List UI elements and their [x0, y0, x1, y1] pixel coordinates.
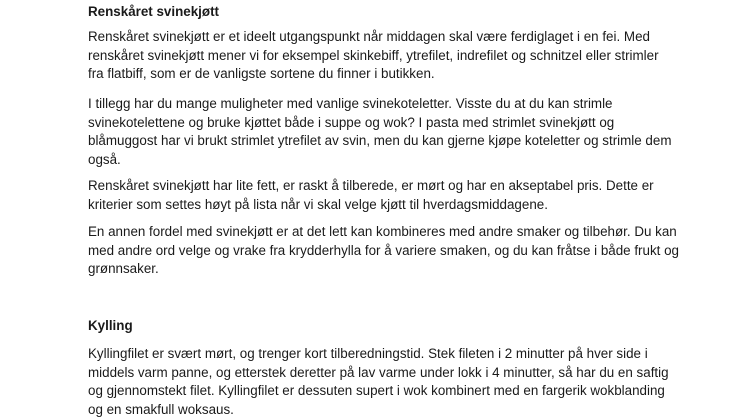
paragraph-kombinasjoner	[88, 223, 679, 279]
paragraph-line: Kyllingfilet er svært mørt, og trenger kort tilberedningstid. Stek fileten i 2 minutter på hver side i	[88, 346, 648, 361]
paragraph-line: og gjennomstekt filet. Kyllingfilet er dessuten supert i wok kombinert med en fargerik wokblanding	[88, 383, 665, 398]
paragraph-line: Renskåret svinekjøtt er et ideelt utgangspunkt når middagen skal være ferdiglaget i en fei. Med	[88, 29, 650, 44]
paragraph-kyllingfilet	[88, 345, 668, 419]
section-heading-kylling: Kylling	[88, 318, 133, 333]
paragraph-line: blåmuggost har vi brukt strimlet ytrefilet av svin, men du kan gjerne kjøpe koteletter og strimle dem	[88, 133, 672, 148]
paragraph-line: middels varm panne, og etterstek deretter på lav varme under lokk i 4 minutter, så har du en saftig	[88, 364, 669, 380]
paragraph-line: med andre ord velge og vrake fra krydderhylla for å variere smaken, og du kan fråtse i både frukt og	[88, 242, 679, 258]
paragraph-line: og en smakfull woksaus.	[88, 401, 234, 417]
paragraph-line: kriterier som settes høyt på lista når vi skal velge kjøtt til hverdagsmiddagene.	[88, 196, 548, 212]
paragraph-fett-pris	[88, 177, 668, 214]
section-heading-renskaret-svinekjott: Renskåret svinekjøtt	[88, 4, 219, 19]
paragraph-line: I tillegg har du mange muligheter med vanlige svinekoteletter. Visste du at du kan strimle	[88, 96, 613, 111]
paragraph-line: svinekotelettene og bruke kjøttet både i suppe og wok? I pasta med strimlet svinekjøtt og	[88, 114, 615, 130]
paragraph-line: Renskåret svinekjøtt har lite fett, er raskt å tilberede, er mørt og har en akseptabel pris. Dette er	[88, 178, 654, 193]
paragraph-intro	[88, 28, 668, 84]
paragraph-line: grønnsaker.	[88, 261, 159, 276]
paragraph-line: renskåret svinekjøtt mener vi for eksempel skinkebiff, ytrefilet, indrefilet og schnitzel eller strimler	[88, 47, 659, 63]
paragraph-line: også.	[88, 151, 121, 167]
paragraph-koteletter	[88, 95, 672, 169]
paragraph-line: fra flatbiff, som er de vanligste sortene du finner i butikken.	[88, 66, 435, 81]
paragraph-line: En annen fordel med svinekjøtt er at det lett kan kombineres med andre smaker og tilbehør. Du kan	[88, 224, 677, 239]
